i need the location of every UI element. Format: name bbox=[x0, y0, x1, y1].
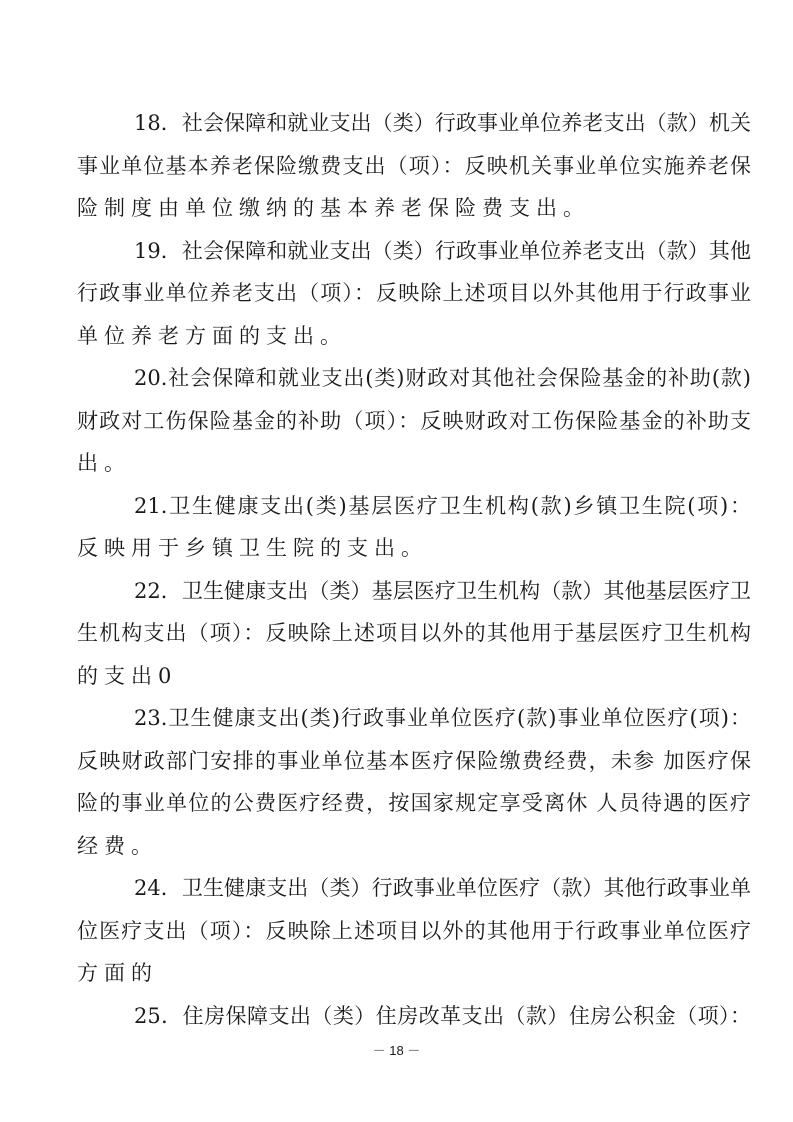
paragraph-line: 25．住房保障支出（类）住房改革支出（款）住房公积金（项）： bbox=[134, 1003, 751, 1028]
paragraph bbox=[77, 867, 751, 995]
paragraph-line: 的支出0 bbox=[77, 663, 178, 688]
paragraph bbox=[77, 102, 751, 230]
paragraph-line: 18．社会保障和就业支出（类）行政事业单位养老支出（款）机关 bbox=[134, 111, 751, 135]
paragraph-line: 反映用于乡镇卫生院的支出。 bbox=[77, 536, 428, 560]
paragraph-line: 方面的 bbox=[77, 961, 158, 985]
paragraph-line: 生机构支出（项）：反映除上述项目以外的其他用于基层医疗卫生机构 bbox=[77, 621, 751, 645]
paragraph-line: 经费。 bbox=[77, 833, 158, 858]
page-number: － 18 － bbox=[372, 1043, 421, 1058]
paragraph-line: 单位养老方面的支出。 bbox=[77, 323, 347, 348]
paragraph-line: 23.卫生健康支出(类)行政事业单位医疗(款)事业单位医疗(项)： bbox=[134, 706, 751, 730]
paragraph-line: 24．卫生健康支出（类）行政事业单位医疗（款）其他行政事业单 bbox=[134, 876, 751, 900]
paragraph-line: 位医疗支出（项）：反映除上述项目以外的其他用于行政事业单位医疗 bbox=[77, 918, 751, 943]
paragraph bbox=[77, 995, 751, 1038]
paragraph bbox=[77, 570, 751, 698]
paragraph-line: 反映财政部门安排的事业单位基本医疗保险缴费经费，未参 加医疗保 bbox=[77, 748, 751, 773]
paragraph-line: 事业单位基本养老保险缴费支出（项）：反映机关事业单位实施养老保 bbox=[77, 153, 751, 178]
paragraph-line: 险的事业单位的公费医疗经费，按国家规定享受离休 人员待遇的医疗 bbox=[77, 791, 751, 815]
paragraph-line: 20.社会保障和就业支出(类)财政对其他社会保险基金的补助(款) bbox=[134, 366, 751, 390]
paragraph-line: 财政对工伤保险基金的补助（项）：反映财政对工伤保险基金的补助支 bbox=[77, 408, 751, 433]
paragraph-line: 险制度由单位缴纳的基本养老保险费支出。 bbox=[77, 196, 590, 220]
paragraph-line: 行政事业单位养老支出（项）：反映除上述项目以外其他用于行政事业 bbox=[77, 281, 751, 305]
paragraph bbox=[77, 485, 751, 570]
paragraph-line: 出。 bbox=[77, 451, 131, 475]
document-body bbox=[77, 102, 751, 1037]
paragraph bbox=[77, 697, 751, 867]
paragraph bbox=[77, 357, 751, 485]
paragraph-line: 22．卫生健康支出（类）基层医疗卫生机构（款）其他基层医疗卫 bbox=[134, 578, 751, 603]
paragraph bbox=[77, 230, 751, 358]
paragraph-line: 21.卫生健康支出(类)基层医疗卫生机构(款)乡镇卫生院(项)： bbox=[134, 493, 751, 518]
paragraph-line: 19．社会保障和就业支出（类）行政事业单位养老支出（款）其他 bbox=[134, 238, 751, 263]
